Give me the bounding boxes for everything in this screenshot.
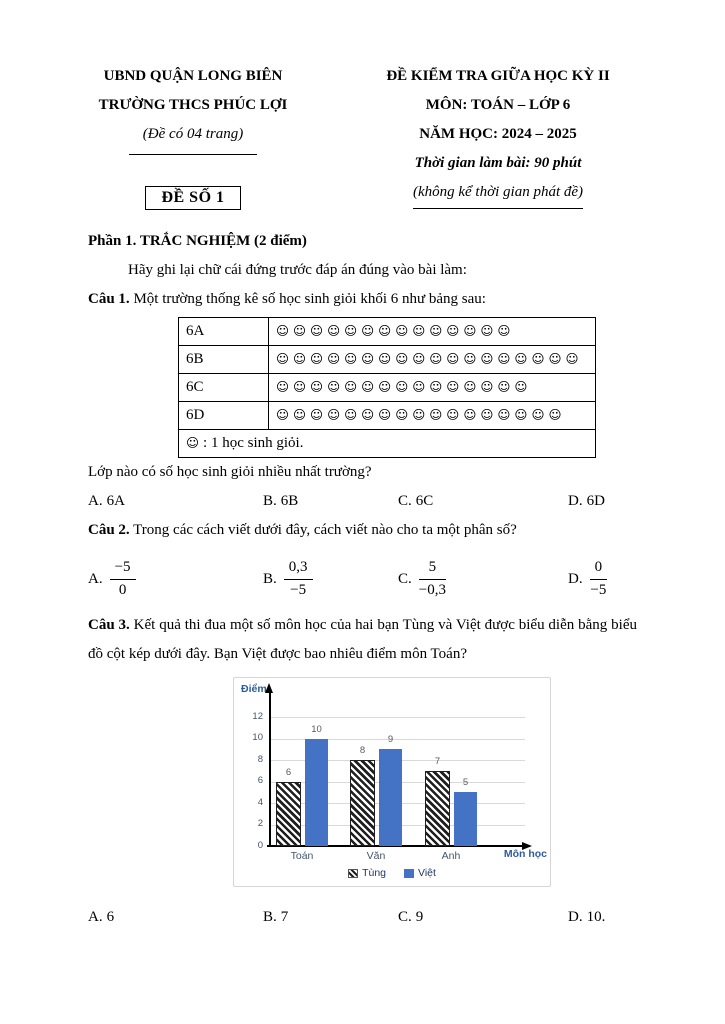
class-name-cell: 6A [179, 318, 269, 346]
smiley-row: ☺☺☺☺☺☺☺☺☺☺☺☺☺☺☺☺☺☺ [276, 351, 583, 366]
bar-Tùng-Toán [276, 782, 301, 847]
question-3-options [88, 903, 637, 932]
chart-legend [234, 867, 550, 879]
y-tick-label: 2 [257, 818, 263, 829]
y-axis-title: Điểm [241, 683, 267, 695]
y-tick-label: 4 [257, 796, 263, 808]
category-label-Toán: Toán [290, 850, 314, 862]
option-c: C. 6C [398, 493, 434, 509]
x-axis-arrow-icon [522, 842, 532, 850]
question-2-text: Trong các cách viết dưới đây, cách viết nào cho ta một phân số? [133, 522, 517, 538]
data-label: 10 [311, 723, 322, 735]
bar-Việt-Văn [379, 749, 402, 846]
option-d: D. $\frac{0}{-5}$ [568, 553, 637, 605]
class-name-cell: 6C [179, 374, 269, 402]
question-1-label: Câu 1. [88, 291, 130, 307]
y-tick-label: 0 [257, 839, 263, 851]
option-c: C. 9 [398, 909, 424, 925]
option-a: A. 6 [88, 909, 115, 925]
fraction: $\frac{5}{-0,3}$ [418, 559, 446, 598]
hatched-swatch-icon [348, 869, 358, 878]
question-1-text: Một trường thống kê số học sinh giỏi khối 6 như bảng sau: [133, 291, 486, 307]
smiley-row: ☺☺☺☺☺☺☺☺☺☺☺☺☺☺ [276, 323, 515, 338]
fraction: $\frac{0}{-5}$ [590, 559, 607, 598]
table-row [179, 318, 596, 346]
header-school-block [88, 62, 298, 210]
data-label: 8 [359, 745, 366, 756]
y-tick-label: 8 [257, 753, 263, 765]
exam-duration-note: (không kể thời gian phát đề) [413, 178, 583, 209]
option-d: D. 6D [568, 493, 605, 509]
y-tick-label: 6 [257, 775, 263, 786]
smiley-row: ☺☺☺☺☺☺☺☺☺☺☺☺☺☺☺ [276, 379, 532, 394]
y-tick-label: 12 [252, 710, 263, 722]
document-header [88, 62, 637, 210]
bar-Việt-Anh [454, 792, 477, 846]
bar-Tùng-Văn [350, 760, 375, 846]
exam-school-year: NĂM HỌC: 2024 – 2025 [419, 126, 577, 142]
smiley-frequency-table [178, 317, 596, 458]
bar-chart-wrapper [233, 677, 637, 887]
smiley-row: ☺☺☺☺☺☺☺☺☺☺☺☺☺☺☺☺☺ [276, 407, 566, 422]
fraction: $\frac{0,3}{-5}$ [284, 558, 313, 600]
data-label: 9 [387, 734, 394, 746]
fraction: $\frac{-5}{0}$ [110, 558, 136, 600]
y-tick-label: 10 [252, 732, 263, 743]
legend-item-tung: Tùng [348, 867, 386, 879]
option-b: B. 6B [263, 493, 299, 509]
table-row [179, 402, 596, 430]
y-axis-arrow-icon [265, 683, 273, 693]
question-3-text: Kết quả thi đua một số môn học của hai bạn Tùng và Việt được biểu diễn bằng biểu đồ cột kép dưới đây. Bạn Việt được bao nhiêu điểm môn Toán? [88, 617, 637, 662]
solid-swatch-icon [404, 869, 414, 878]
legend-item-viet: Việt [404, 867, 436, 879]
exam-code-box: ĐỀ SỐ 1 [145, 186, 240, 210]
question-1-prompt: Lớp nào có số học sinh giỏi nhiều nhất trường? [88, 464, 372, 480]
x-axis-title: Môn học [503, 848, 547, 860]
data-label: 6 [285, 766, 292, 778]
part1-instruction: Hãy ghi lại chữ cái đứng trước đáp án đúng vào bài làm: [128, 262, 467, 278]
table-note-row [179, 430, 596, 458]
header-exam-block [359, 62, 637, 210]
category-label-Anh: Anh [441, 850, 461, 862]
table-row [179, 374, 596, 402]
table-note-text: : 1 học sinh giỏi. [203, 435, 304, 451]
bar-Tùng-Anh [425, 771, 450, 846]
option-b: B. $\frac{0,3}{-5}$ [263, 553, 398, 605]
exam-duration: Thời gian làm bài: 90 phút [414, 155, 582, 171]
data-label: 5 [462, 777, 469, 789]
header-school-name: TRƯỜNG THCS PHÚC LỢI [98, 97, 288, 113]
option-a: A. $\frac{-5}{0}$ [88, 553, 263, 605]
gridline [271, 717, 525, 718]
part1-heading: Phần 1. TRẮC NGHIỆM (2 điểm) [88, 233, 307, 249]
question-2-label: Câu 2. [88, 522, 130, 538]
header-page-count-note: (Đề có 04 trang) [142, 126, 244, 142]
option-b: B. 7 [263, 909, 289, 925]
class-name-cell: 6D [179, 402, 269, 430]
table-row [179, 346, 596, 374]
question-1-options [88, 487, 637, 516]
class-name-cell: 6B [179, 346, 269, 374]
bar-Việt-Toán [305, 739, 328, 847]
question-1 [88, 285, 637, 314]
option-a: A. 6A [88, 493, 125, 509]
option-c: C. $\frac{5}{-0,3}$ [398, 553, 568, 605]
question-3-label: Câu 3. [88, 617, 130, 633]
exam-title: ĐỀ KIỂM TRA GIỮA HỌC KỲ II [386, 68, 610, 84]
double-bar-chart [233, 677, 551, 887]
question-3 [88, 611, 637, 669]
question-2-options [88, 553, 637, 605]
category-label-Văn: Văn [366, 850, 386, 862]
question-2 [88, 516, 637, 545]
option-d: D. 10. [568, 909, 606, 925]
data-label: 7 [434, 755, 441, 767]
header-authority: UBND QUẬN LONG BIÊN [103, 68, 283, 84]
smiley-icon: ☺ [186, 435, 204, 450]
exam-subject: MÔN: TOÁN – LỚP 6 [425, 97, 571, 113]
